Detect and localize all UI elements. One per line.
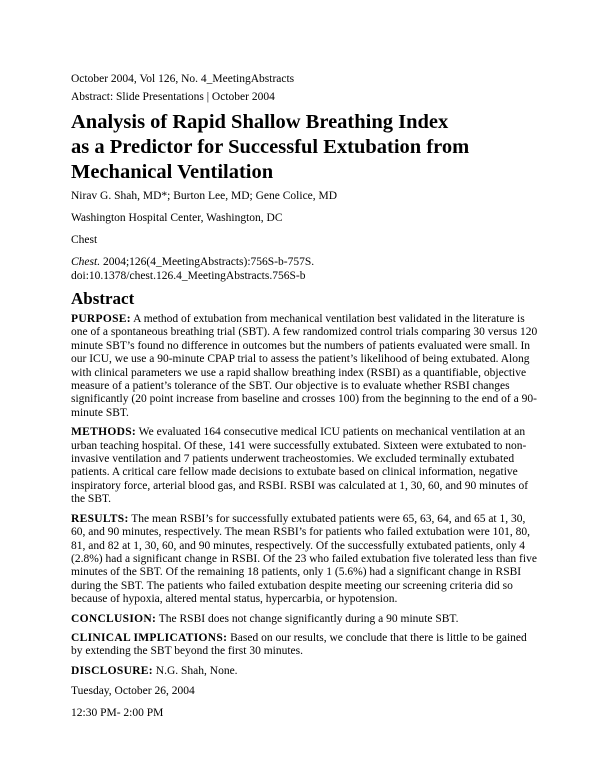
implications-label: CLINICAL IMPLICATIONS: xyxy=(71,631,228,644)
citation xyxy=(71,255,540,283)
disclosure-label: DISCLOSURE: xyxy=(71,664,153,677)
article-title xyxy=(71,110,540,185)
purpose-label: PURPOSE: xyxy=(71,313,131,325)
conclusion-paragraph xyxy=(71,613,540,626)
results-text: The mean RSBI’s for successfully extubated patients were 65, 63, 64, and 65 at 1, 30, 60, and 90 minutes, respectively. The mean RSBI’s for patients who failed extubation were 101, 80, 81, and 82 at 1, 30, 60, and 90 minutes, respectively. Of the successfully extubated patients, only 4 (2.8%) had a significant change in RSBI. Of the 23 who failed extubation five tolerated less than five minutes of the SBT. Of the remaining 18 patients, only 1 (5.6%) had a significant change in RSBI during the SBT. The patients who failed extubation despite meeting our screening criteria did so because of hypoxia, altered mental status, hypercarbia, or hypotension. xyxy=(71,512,537,606)
authors: Nirav G. Shah, MD*; Burton Lee, MD; Gene Colice, MD xyxy=(71,190,338,202)
purpose-text: A method of extubation from mechanical ventilation best validated in the literature is one of a spontaneous breathing trial (SBT). A few randomized control trials comparing 30 versus 120 minute SBT’s found no difference in outcomes but the numbers of patients evaluated were small. In our ICU, we use a 90-minute CPAP trial to assess the patient’s likelihood of being extubated. Along with clinical parameters we use a rapid shallow breathing index (RSBI) as a quantifiable, objective measure of a patient’s tolerance of the SBT. Our objective is to evaluate whether RSBI changes significantly (20 point increase from baseline and crosses 100) from the beginning to the end of a 90-minute SBT. xyxy=(71,313,538,419)
results-label: RESULTS: xyxy=(71,512,129,525)
results-paragraph xyxy=(71,513,540,607)
citation-journal: Chest. xyxy=(71,256,101,268)
abstract-heading: Abstract xyxy=(71,289,135,308)
purpose-paragraph xyxy=(71,313,540,420)
section-line: Abstract: Slide Presentations | October 2004 xyxy=(71,91,275,103)
issue-line: October 2004, Vol 126, No. 4_MeetingAbstracts xyxy=(71,73,295,85)
session-date: Tuesday, October 26, 2004 xyxy=(71,685,195,698)
implications-paragraph xyxy=(71,632,540,659)
methods-paragraph xyxy=(71,426,540,506)
title-line-2: as a Predictor for Successful Extubation from xyxy=(71,136,470,158)
disclosure-paragraph xyxy=(71,665,540,678)
title-line-1: Analysis of Rapid Shallow Breathing Index xyxy=(71,111,449,133)
affiliation: Washington Hospital Center, Washington, DC xyxy=(71,212,283,224)
implications-text: Based on our results, we conclude that there is little to be gained by extending the SBT beyond the first 30 minutes. xyxy=(71,631,527,658)
session-time: 12:30 PM- 2:00 PM xyxy=(71,707,164,720)
doi: doi:10.1378/chest.126.4_MeetingAbstracts.756S-b xyxy=(71,270,306,282)
conclusion-text: The RSBI does not change significantly during a 90 minute SBT. xyxy=(156,612,459,625)
title-line-3: Mechanical Ventilation xyxy=(71,161,274,183)
disclosure-text: N.G. Shah, None. xyxy=(152,664,238,677)
conclusion-label: CONCLUSION: xyxy=(71,612,157,625)
methods-label: METHODS: xyxy=(71,426,137,439)
journal-name: Chest xyxy=(71,234,98,246)
citation-details: 2004;126(4_MeetingAbstracts):756S-b-757S. xyxy=(100,256,315,268)
methods-text: We evaluated 164 consecutive medical ICU patients on mechanical ventilation at an urban teaching hospital. Of these, 141 were successfully extubated. Sixteen were extubated to non-invasive ventilation and 7 patients underwent tracheostomies. We excluded terminally extubated patients. A critical care fellow made decisions to extubate based on clinical information, negative inspiratory force, arterial blood gas, and RSBI. RSBI was calculated at 1, 30, 60, and 90 minutes of the SBT. xyxy=(71,426,529,506)
